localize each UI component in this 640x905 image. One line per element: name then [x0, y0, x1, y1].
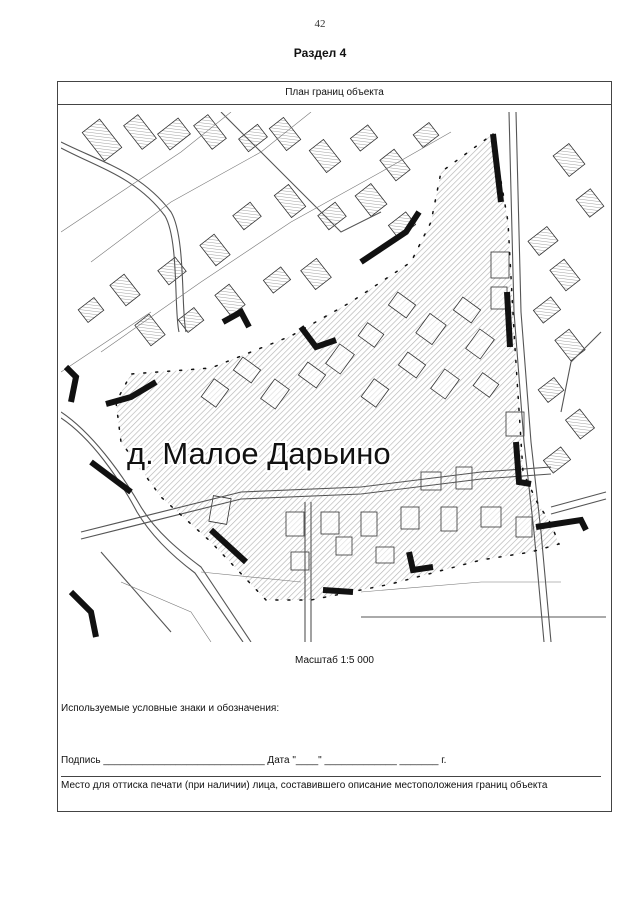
- frame-header: План границ объекта: [58, 82, 611, 105]
- page-number: 42: [314, 18, 326, 30]
- boundary-plan-frame: [57, 81, 612, 812]
- section-title: Раздел 4: [293, 46, 347, 60]
- boundary-map: [61, 112, 608, 642]
- map-scale: Масштаб 1:5 000: [295, 655, 374, 666]
- stamp-place-text: Место для оттиска печати (при наличии) лица, составившего описание местоположения границ объекта: [61, 776, 601, 792]
- signature-date-line: Подпись _____________________________ Дата "____" _____________ _______ г.: [61, 755, 447, 766]
- legend-label: Используемые условные знаки и обозначения:: [61, 703, 280, 714]
- village-label: д. Малое Дарьино: [127, 436, 391, 471]
